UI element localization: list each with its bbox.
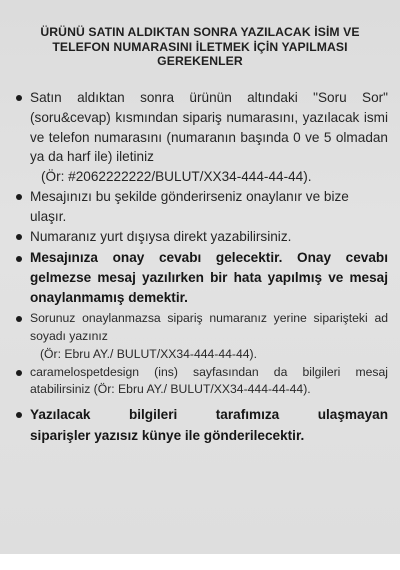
- page-title: [22, 25, 378, 69]
- bullet-icon: [16, 370, 22, 376]
- rule-item-abroad: [14, 227, 388, 247]
- rule-item-approval: [14, 187, 388, 227]
- rule-text: Mesajınıza onay cevabı gelecektir. Onay cevabı gelmezse mesaj yazılırken bir hata yapılmış ve mesaj onaylanmamış demektir.: [30, 250, 388, 305]
- title-line-1: ÜRÜNÜ SATIN ALDIKTAN SONRA YAZILACAK İSİM VE: [40, 25, 360, 39]
- bullet-icon: [16, 234, 22, 240]
- rule-example: (Ör: #2062222222/BULUT/XX34-444-44-44).: [41, 169, 312, 185]
- rule-item-no-info: [14, 404, 388, 446]
- rules-list: [14, 88, 388, 446]
- bullet-icon: [16, 95, 22, 101]
- rule-item-fallback: [14, 310, 388, 363]
- bullet-icon: [16, 194, 22, 200]
- rule-text: caramelospetdesign (ins) sayfasından da bilgileri mesaj atabilirsiniz (Ör: Ebru AY./ BULUT/XX34-444-44-44).: [30, 364, 388, 397]
- rule-text-line-1: Yazılacak bilgileri tarafımıza ulaşmayan: [30, 407, 388, 423]
- rule-text: Numaranız yurt dışıysa direkt yazabilirsiniz.: [30, 228, 292, 244]
- rule-text: Mesajınızı bu şekilde gönderirseniz onaylanır ve bize ulaşır.: [30, 188, 349, 224]
- title-line-2: TELEFON NUMARASINI İLETMEK İÇİN YAPILMASI: [52, 39, 348, 54]
- bottom-strip: [0, 554, 400, 570]
- rule-text-line-2: siparişler yazısız künye ile gönderilecektir.: [30, 428, 305, 444]
- rule-item-instagram: [14, 364, 388, 400]
- rule-item-confirmation: [14, 248, 388, 307]
- bullet-icon: [16, 412, 22, 418]
- rule-example: (Ör: Ebru AY./ BULUT/XX34-444-44-44).: [40, 346, 257, 361]
- rule-text: Satın aldıktan sonra ürünün altındaki "Soru Sor" (soru&cevap) kısmından sipariş numarasını, yazılacak ismi ve telefon numarasını (numaranın başında 0 ve 5 olmadan ya da harf ile) iletiniz: [30, 90, 388, 165]
- bullet-icon: [16, 316, 22, 322]
- rule-item-question: [14, 88, 388, 187]
- title-line-3: GEREKENLER: [157, 54, 243, 68]
- rule-text: Sorunuz onaylanmazsa sipariş numaranız yerine siparişteki ad soyadı yazınız: [30, 311, 388, 343]
- bullet-icon: [16, 256, 22, 262]
